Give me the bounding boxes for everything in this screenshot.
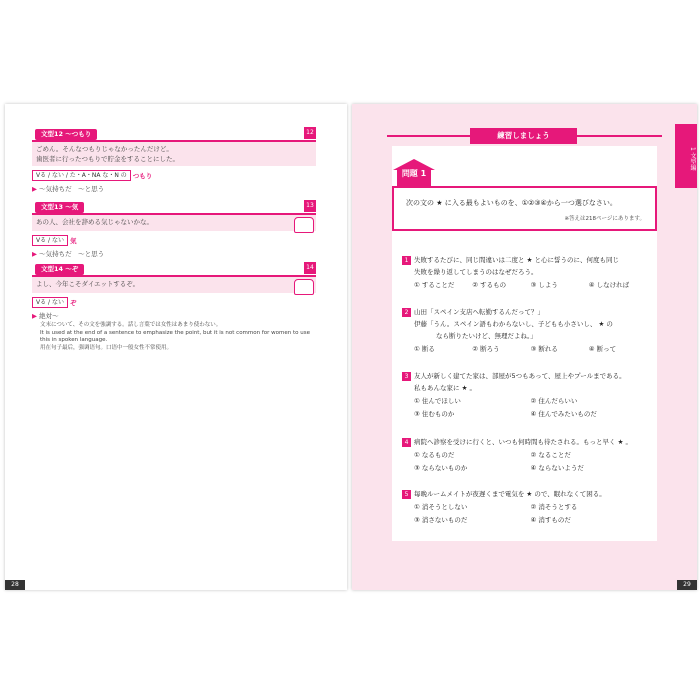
meaning-text: 絶対～ xyxy=(39,312,59,320)
example-sentence: ごめん。そんなつもりじゃなかったんだけど。 xyxy=(36,145,173,153)
meaning-row xyxy=(32,184,316,193)
practice-banner: 練習しましょう xyxy=(470,128,577,144)
question-line: 友人が新しく建てた家は、部屋が5つもあって、屋上やプールまである。 xyxy=(414,372,626,380)
grammar-header xyxy=(32,129,316,142)
usage-notes xyxy=(32,322,316,352)
problem-label: 問題 1 xyxy=(401,169,427,178)
question-line: 伊藤「うん。スペイン語もわからないし、子どもも小さいし、 ★ の xyxy=(414,320,613,328)
left-page xyxy=(5,104,347,590)
option[interactable]: ① 住んでほしい xyxy=(414,397,461,405)
question-line: 失敗を繰り返してしまうのはなぜだろう。 xyxy=(414,268,538,276)
question-number: 3 xyxy=(402,372,411,381)
grammar-tag: 文型13 ～気 xyxy=(35,202,84,213)
question-line: 山田「スペイン支店へ転勤するんだって？」 xyxy=(414,308,544,316)
option[interactable]: ② なることだ xyxy=(530,451,571,459)
option[interactable]: ② 断ろう xyxy=(472,345,500,353)
option[interactable]: ② 住んだらいい xyxy=(530,397,578,405)
option[interactable]: ① することだ xyxy=(414,281,455,289)
question-4 xyxy=(402,436,647,474)
page-number: 29 xyxy=(677,580,697,590)
example-sentence: よし、今年こそダイエットするぞ。 xyxy=(36,280,140,288)
question-5 xyxy=(402,488,647,526)
option-list xyxy=(402,279,647,291)
connection-row xyxy=(32,297,316,308)
option[interactable]: ④ 消すものだ xyxy=(530,516,571,524)
chapter-tab: 1 文型編 xyxy=(675,124,697,188)
note-english: It is used at the end of a sentence to emphasize the point, but it is not common for women to use this in spoken language. xyxy=(40,329,311,343)
option[interactable]: ④ 断って xyxy=(588,345,617,353)
option[interactable]: ① 断る xyxy=(414,345,435,353)
option-list xyxy=(402,343,647,355)
instruction-text: 次の文の ★ に入る最もよいものを、①②③④から一つ選びなさい。 xyxy=(406,199,617,207)
grammar-tag: 文型14 ～ぞ xyxy=(35,264,84,275)
option[interactable]: ④ しなければ xyxy=(588,281,630,289)
right-page xyxy=(352,104,697,590)
option-list xyxy=(402,395,647,420)
connection-row xyxy=(32,235,316,246)
meaning-text: ～気持ちだ ～と思う xyxy=(39,185,105,193)
grammar-block-13 xyxy=(32,202,316,258)
arrow-icon: ▶ xyxy=(32,250,37,258)
tshirt-icon xyxy=(294,217,314,233)
connection-word: 気 xyxy=(69,237,77,245)
question-number: 5 xyxy=(402,490,411,499)
note-japanese: 文末について、その文を強調する。話し言葉では女性はあまり使わない。 xyxy=(40,322,222,328)
note-chinese: 用在句子最后，强调语句。口语中一般女性不常使用。 xyxy=(40,344,173,351)
grammar-tag: 文型12 ～つもり xyxy=(35,129,97,140)
question-number: 4 xyxy=(402,438,411,447)
question-line: 失敗するたびに、同じ間違いは二度と ★ と心に誓うのに、何度も同じ xyxy=(414,256,619,264)
option[interactable]: ① なるものだ xyxy=(414,451,455,459)
question-line: 私もあんな家に ★ 。 xyxy=(414,384,476,392)
grammar-header xyxy=(32,202,316,215)
answer-note: ※答えは218ページにあります。 xyxy=(564,216,645,222)
option-list xyxy=(402,501,647,526)
option-list xyxy=(402,449,647,474)
option[interactable]: ① 消そうとしない xyxy=(414,503,468,511)
example-box xyxy=(32,277,316,293)
option[interactable]: ③ 断れる xyxy=(530,345,558,353)
option[interactable]: ② 消そうとする xyxy=(530,503,578,511)
option[interactable]: ③ 消さないものだ xyxy=(414,516,468,524)
question-line: 病院へ診察を受けに行くと、いつも何時間も待たされる。もっと早く ★ 。 xyxy=(414,438,632,446)
question-1 xyxy=(402,254,647,291)
connection-tag: Vる / ない xyxy=(32,297,68,308)
example-sentence: あの人、会社を辞める気じゃないかな。 xyxy=(36,218,153,226)
example-box xyxy=(32,215,316,231)
option[interactable]: ④ 住んでみたいものだ xyxy=(530,410,597,418)
arrow-icon: ▶ xyxy=(32,185,37,193)
grammar-block-14 xyxy=(32,264,316,352)
example-box xyxy=(32,142,316,166)
page-number: 28 xyxy=(5,580,25,590)
option[interactable]: ③ 住むものか xyxy=(414,410,455,418)
connection-word: つもり xyxy=(132,172,153,180)
problem-house-icon xyxy=(392,158,436,186)
tshirt-icon xyxy=(294,279,314,295)
question-line: なら断りたいけど、無理だよね。」 xyxy=(436,332,537,340)
question-2 xyxy=(402,306,647,355)
grammar-number: 12 xyxy=(304,127,316,139)
meaning-row xyxy=(32,249,316,258)
connection-word: ぞ xyxy=(69,299,77,307)
grammar-header xyxy=(32,264,316,277)
question-line: 毎晩ルームメイトが夜遅くまで電気を ★ ので、眠れなくて困る。 xyxy=(414,490,606,498)
option[interactable]: ③ しよう xyxy=(530,281,558,289)
question-3 xyxy=(402,370,647,420)
option[interactable]: ② するもの xyxy=(472,281,507,289)
grammar-number: 14 xyxy=(304,262,316,274)
arrow-icon: ▶ xyxy=(32,312,37,320)
meaning-text: ～気持ちだ ～と思う xyxy=(39,250,105,258)
instruction-box xyxy=(392,186,657,231)
question-number: 2 xyxy=(402,308,411,317)
connection-row xyxy=(32,170,316,181)
example-sentence: 歯医者に行ったつもりで貯金をすることにした。 xyxy=(36,155,179,163)
question-number: 1 xyxy=(402,256,411,265)
option[interactable]: ④ ならないようだ xyxy=(530,464,584,472)
option[interactable]: ③ ならないものか xyxy=(414,464,468,472)
connection-tag: Vる / ない xyxy=(32,235,68,246)
connection-tag: Vる / ない / た・A・NA な・N の xyxy=(32,170,131,181)
grammar-number: 13 xyxy=(304,200,316,212)
grammar-block-12 xyxy=(32,129,316,193)
meaning-row xyxy=(32,311,316,320)
